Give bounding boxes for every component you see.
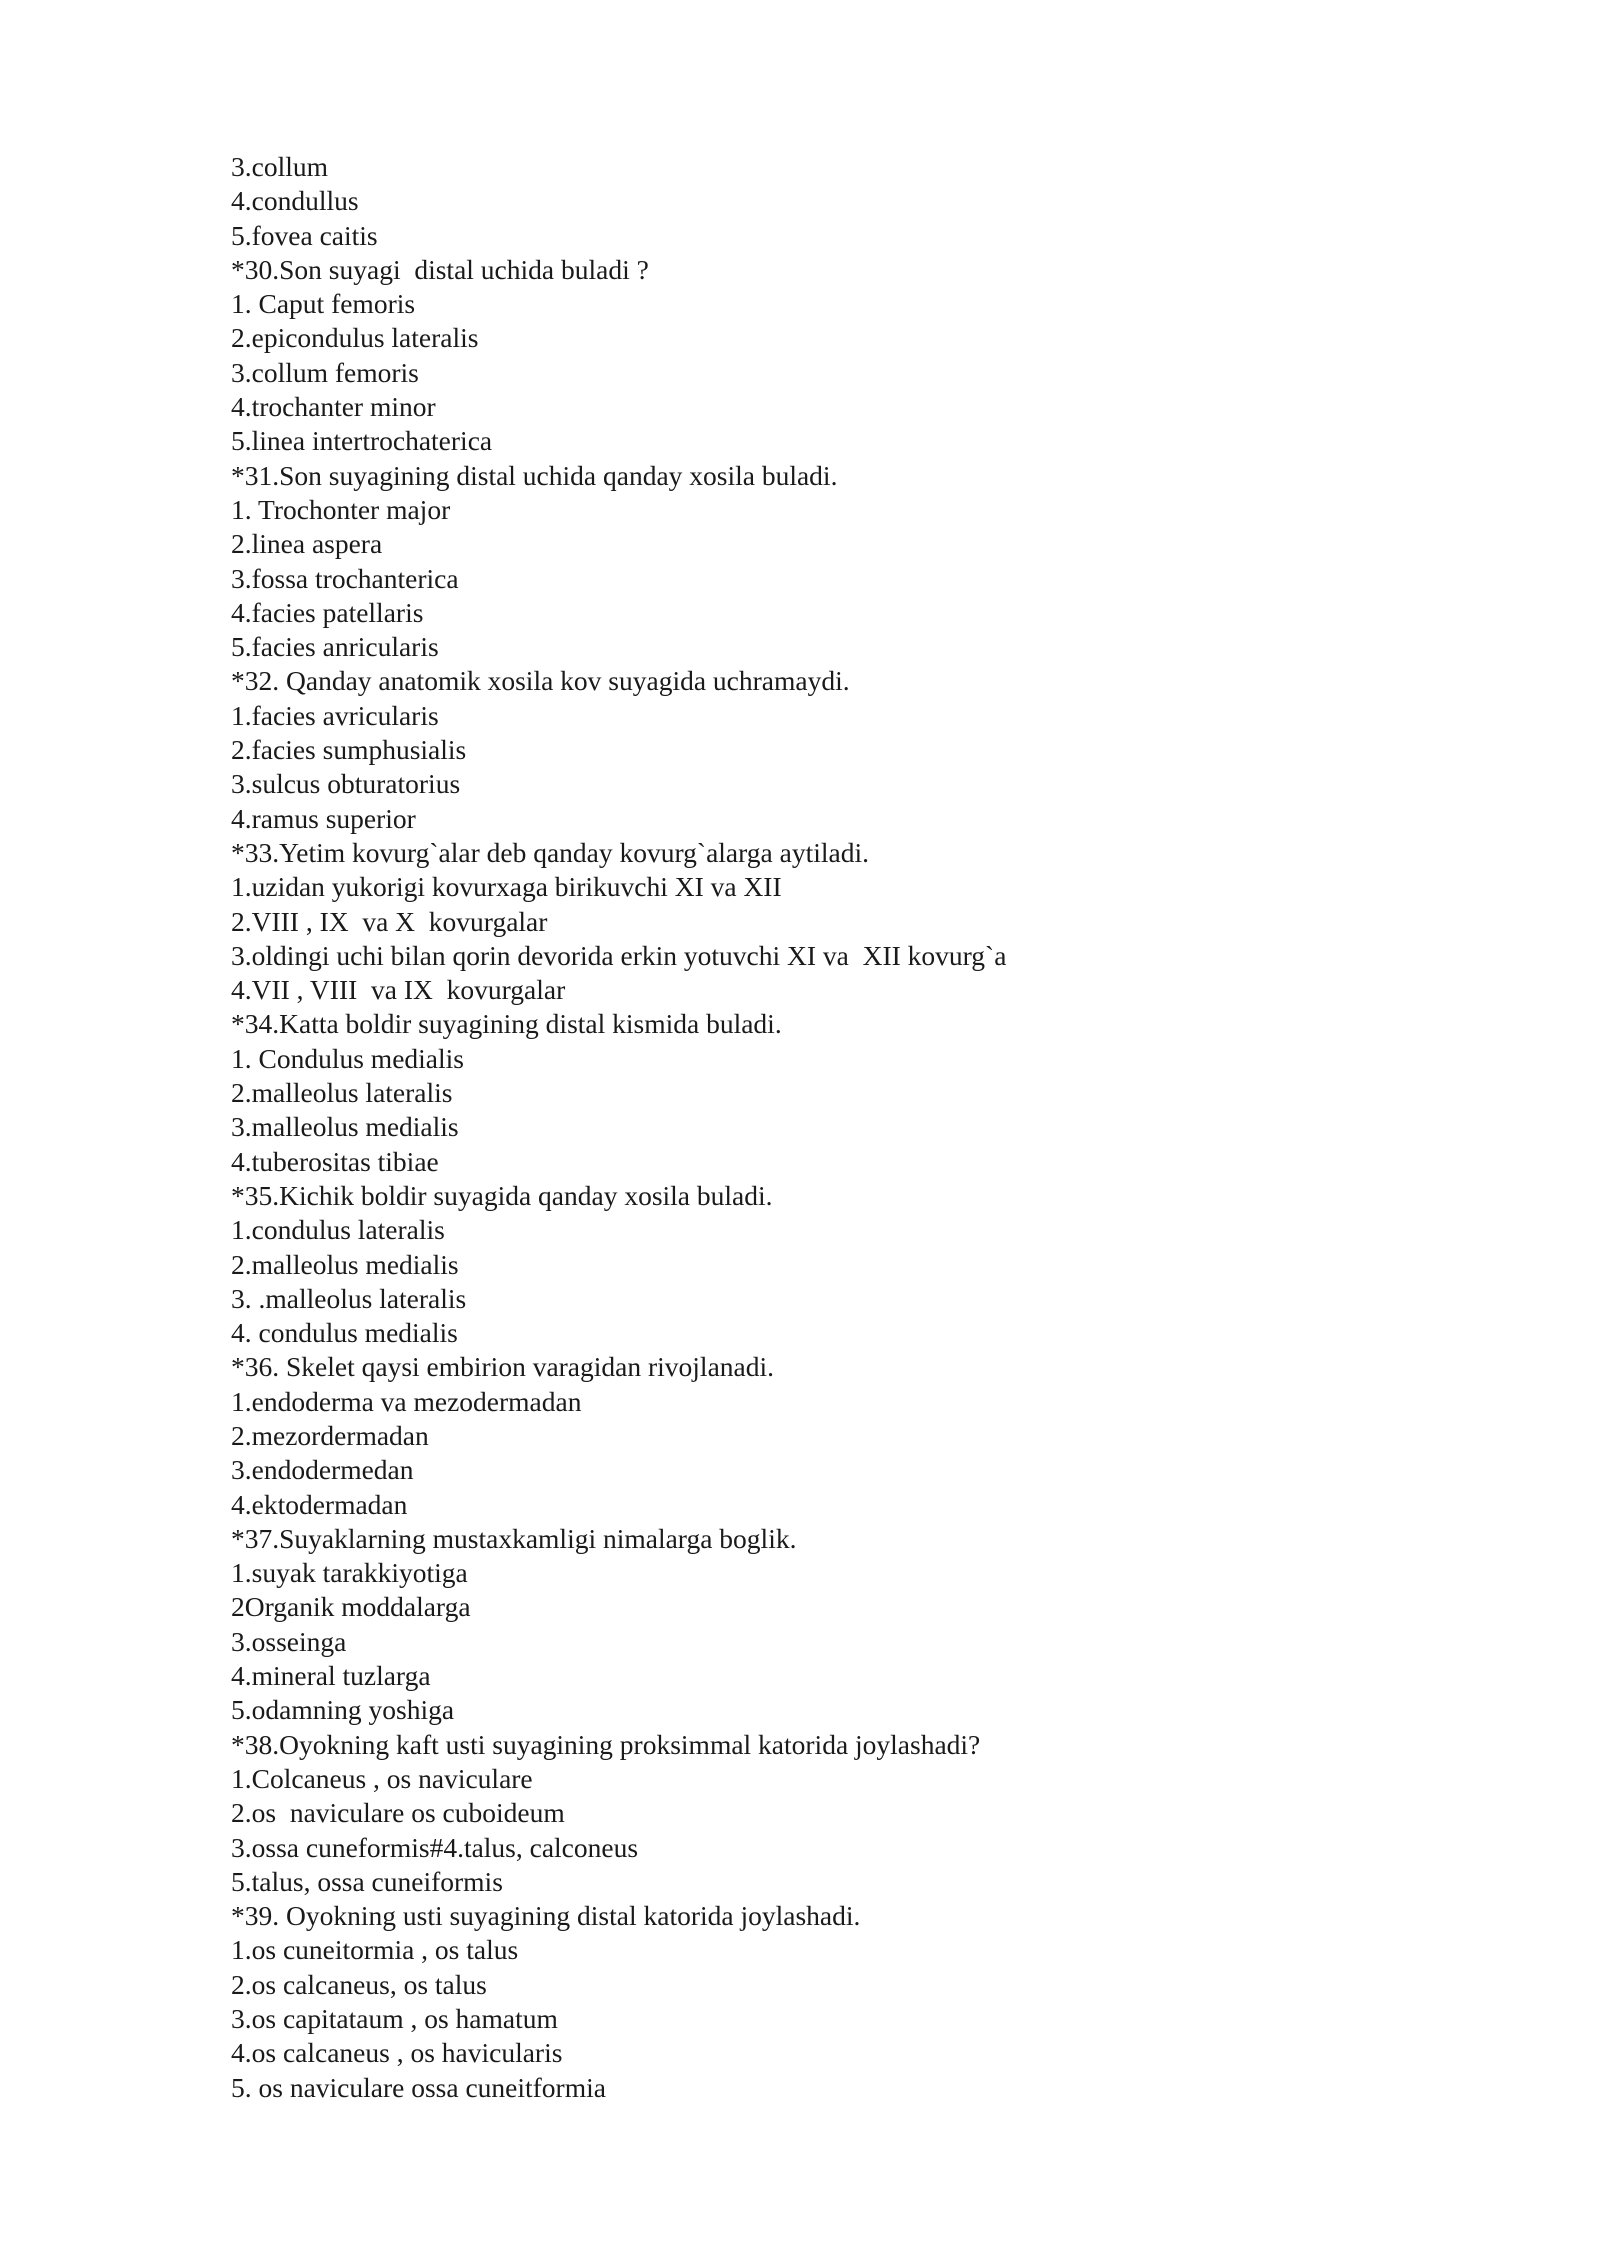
answer-line: 2.mezordermadan xyxy=(231,1419,429,1451)
answer-line: 3.collum xyxy=(231,151,329,182)
answer-line: 1. Caput femoris xyxy=(231,288,416,320)
answer-line: 1.uzidan yukorigi kovurxaga birikuvchi XI va XII xyxy=(231,871,782,903)
question-line: *38.Oyokning kaft usti suyagining proksimmal katorida joylashadi? xyxy=(231,1728,981,1760)
answer-line: 2.linea aspera xyxy=(231,528,383,560)
answer-line: 4.mineral tuzlarga xyxy=(231,1660,431,1692)
question-line: *35.Kichik boldir suyagida qanday xosila buladi. xyxy=(231,1179,773,1211)
answer-line: 3.malleolus medialis xyxy=(231,1111,459,1143)
answer-line: 1.Colcaneus , os naviculare xyxy=(231,1762,533,1794)
question-line: *32. Qanday anatomik xosila kov suyagida uchramaydi. xyxy=(231,665,850,697)
answer-line: 2.VIII , IX va X kovurgalar xyxy=(231,905,548,937)
answer-line: 1. Trochonter major xyxy=(231,493,451,525)
answer-line: 3.osseinga xyxy=(231,1625,347,1657)
answer-line: 3.os capitataum , os hamatum xyxy=(231,2003,558,2035)
question-line: *31.Son suyagining distal uchida qanday xosila buladi. xyxy=(231,459,838,491)
answer-line: 4.ramus superior xyxy=(231,802,416,834)
answer-line: 2.malleolus medialis xyxy=(231,1248,459,1280)
answer-line: 3.collum femoris xyxy=(231,356,419,388)
answer-line: 3.endodermedan xyxy=(231,1454,414,1486)
answer-line: 3.oldingi uchi bilan qorin devorida erkin yotuvchi XI va XII kovurg`a xyxy=(231,939,1007,971)
answer-line: 5.odamning yoshiga xyxy=(231,1694,455,1726)
answer-line: 5.linea intertrochaterica xyxy=(231,425,493,457)
answer-line: 5.talus, ossa cuneiformis xyxy=(231,1865,503,1897)
answer-line: 1.suyak tarakkiyotiga xyxy=(231,1557,468,1589)
answer-line: 1.os cuneitormia , os talus xyxy=(231,1934,519,1966)
answer-line: 2.os calcaneus, os talus xyxy=(231,1968,487,2000)
answer-line: 5. os naviculare ossa cuneitformia xyxy=(231,2071,606,2103)
question-line: *30.Son suyagi distal uchida buladi ? xyxy=(231,253,649,285)
question-line: *33.Yetim kovurg`alar deb qanday kovurg`alarga aytiladi. xyxy=(231,836,869,868)
answer-line: 1.endoderma va mezodermadan xyxy=(231,1385,582,1417)
answer-line: 3.sulcus obturatorius xyxy=(231,768,461,800)
answer-line: 4.VII , VIII va IX kovurgalar xyxy=(231,974,566,1006)
answer-line: 2.malleolus lateralis xyxy=(231,1077,453,1109)
answer-line: 3.ossa cuneformis#4.talus, calconeus xyxy=(231,1831,639,1863)
answer-line: 3. .malleolus lateralis xyxy=(231,1282,467,1314)
answer-line: 5.fovea caitis xyxy=(231,219,378,251)
question-line: *37.Suyaklarning mustaxkamligi nimalarga boglik. xyxy=(231,1522,797,1554)
answer-line: 2.facies sumphusialis xyxy=(231,734,467,766)
answer-line: 1. Condulus medialis xyxy=(231,1042,464,1074)
answer-line: 5.facies anricularis xyxy=(231,631,439,663)
answer-line: 2.epicondulus lateralis xyxy=(231,322,479,354)
answer-line: 4.ektodermadan xyxy=(231,1488,408,1520)
document-text xyxy=(231,150,1481,2105)
answer-line: 2Organik moddalarga xyxy=(231,1591,471,1623)
answer-line: 4.trochanter minor xyxy=(231,391,436,423)
answer-line: 1.facies avricularis xyxy=(231,699,439,731)
answer-line: 4.os calcaneus , os havicularis xyxy=(231,2037,563,2069)
answer-line: 4.facies patellaris xyxy=(231,596,424,628)
answer-line: 2.os naviculare os cuboideum xyxy=(231,1797,565,1829)
answer-line: 4.tuberositas tibiae xyxy=(231,1145,439,1177)
answer-line: 1.condulus lateralis xyxy=(231,1214,445,1246)
answer-line: 3.fossa trochanterica xyxy=(231,562,459,594)
question-line: *34.Katta boldir suyagining distal kismida buladi. xyxy=(231,1008,782,1040)
answer-line: 4. condulus medialis xyxy=(231,1317,458,1349)
question-line: *39. Oyokning usti suyagining distal katorida joylashadi. xyxy=(231,1900,861,1932)
answer-line: 4.condullus xyxy=(231,185,359,217)
question-line: *36. Skelet qaysi embirion varagidan rivojlanadi. xyxy=(231,1351,774,1383)
